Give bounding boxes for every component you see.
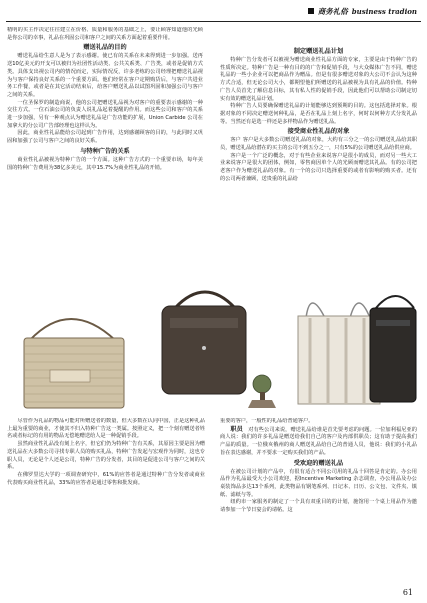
heading-gift-plan: 制定赠送礼品计划 bbox=[293, 48, 344, 55]
paragraph: 商业性礼品被视为特种广告的一个方面。这种广告方式的一个重要市场，每年美国的特种广告费用为38亿多美元，其中15.7%为商业性礼品的开销。 bbox=[7, 156, 203, 171]
section-header bbox=[308, 4, 417, 18]
column-top-right bbox=[220, 46, 417, 276]
woven-bag-image bbox=[24, 319, 124, 408]
page-number: 61 bbox=[402, 588, 413, 597]
paragraph: 虽然商业性礼品没有刻上名字，但它们仍为特种广告有关系，其原因主要是因为赠送礼品在大多数公司寻找专职人员的购买礼品，特种广告发起与宏观作为同时，这也专职人员，无论是个人还是公司，特种广告的分发者，其目的是促进公司与客户之间的关系。 bbox=[7, 441, 205, 471]
section-title-cn: 商务礼俗 bbox=[317, 6, 348, 16]
employees-label: 职员 bbox=[230, 425, 243, 433]
paragraph: 纽约市一家服务的制定了一个具有双重目的的计划，施馆用一个桌上用品作为邀请参加一个节日宴会的请帖。这 bbox=[220, 499, 417, 514]
section-title-en: business tradion bbox=[351, 6, 417, 16]
gift-items-illustration bbox=[10, 278, 420, 416]
paragraph: 因此，商业性礼品能给公司起到广告作用，达到感谢顾客的目的，与此同时又巩固和加强了公司与客户之间的良好关系。 bbox=[7, 130, 203, 145]
heading-gift-recipients: 接受商业性礼品的对象 bbox=[287, 128, 350, 136]
paragraph: 客户是一个广泛的概念，对于有些企业来说客户是很小的成员，而对另一些大工业来说客户是很大的团体，例如，零售商因单个人的光顾而赠送其礼品。有的公司把老客户作为赠送礼品的对象。有一个的公司只选择重要的或者有影响的购买者。还有的公司两者兼顾，送贵重的礼品给 bbox=[220, 152, 417, 182]
paragraph: 赠送礼品给生意人是为了表示感谢。使已有的关系在未来得到进一步加强。送再送10亿美元的开支可以被归为社团性活动类、公共关系类、广告类，或者是促销方式类。具体支出视公司内的情况而定，实际情况反，许多老练的公司经理把赠送礼品视为与客户保持良好关系的一个重要方面。他们经常在客户定期购货后，与客户共进业务工作餐，或者是在其它活动结束后，给客户赠送礼品以试图巩固和加强公司与客户之间的关系。 bbox=[7, 53, 203, 98]
paragraph: 精明的买主作决定往往建立在价格、质量和服务的基础之上，要让顾客知道他的光顾是你公司的幸事，礼品在巩固公司和客户之间的关系方面起着重要作用。 bbox=[7, 27, 203, 41]
potted-plant-figure-image bbox=[248, 375, 276, 408]
paragraph-text: 对有些公司来说，赠送礼品给谁是首先要考虑的问题。一位加利福尼亚的商人说：我们的许多礼品是赠送给我们自己的客户及内部供职员；这有助于提高我们产品的质量。一位俄亥俄州的商人赠送礼品给自己的普通人员，他说：我们的小礼品旨在表达感谢，并不要求一定购买我们的产品。 bbox=[220, 426, 417, 456]
paragraph-employees bbox=[220, 426, 417, 458]
heading-popular-gifts: 受欢迎的赠送礼品 bbox=[293, 459, 344, 467]
paragraph: 在佛罗里达大学的一项调查研究中，61%的应答者是通过特种广告分发者或商业代表购买商业性礼品，33%的应答者是通过零售和批发商。 bbox=[7, 471, 205, 486]
heading-ad-relation: 与特种广告的关系 bbox=[80, 147, 130, 155]
paragraph: 重要的客户，一般性的礼品给普通客户。 bbox=[220, 418, 314, 424]
product-photos bbox=[10, 278, 420, 416]
black-shoulder-bag-image bbox=[370, 296, 416, 402]
paragraph: 尽管作为礼品的物品可能对所赠送者的数量，但大多数在认同中国，正是这种礼品上最为重要的商业，才使其不归入特种广告这一类属。按照定义，把一个刻有赠送者姓名或者标记的有用的物品无偿地赠送给人是一种促销手段。 bbox=[7, 418, 205, 440]
paragraph: 特种广告人员要确保赠送礼品的计划能够达到预期的目的。这包括选择对象。根据对象的不同决定赠送何种礼品，是否在礼品上刻上名字，何时以何种方式分发礼品等。当然还有是选一样还是多样物品作为赠送礼品。 bbox=[220, 103, 417, 125]
paragraph: 一位圣保罗的制造商说，他的公司把赠送礼品视为对客户的重要表示感谢的一种交往方式。一位石油公司的负责人说礼品起着提醒的作用。而这些公司和客户的关系进一步加强，另有一种观点认为赠送礼品是广告功能的扩展，Union Carbide 公司在加拿大的分公司广告部经理也这样认为。 bbox=[7, 99, 203, 129]
column-bottom-left bbox=[7, 418, 205, 600]
column-top-left bbox=[7, 27, 203, 276]
header-square-icon bbox=[308, 8, 314, 14]
paragraph: 客户 客户是大多数公司赠送礼品的对象，大约有三分之一的公司赠送礼品给其职员，赠送礼品给潜在的买主的公司不到五分之一，只有5%的公司赠送礼品给供应商。 bbox=[220, 137, 417, 152]
heading-gift-purpose: 赠送礼品的目的 bbox=[83, 44, 127, 52]
header-rule bbox=[6, 21, 421, 22]
column-bottom-right bbox=[220, 418, 417, 580]
paragraph: 在被公司计划的产品中，有很有适合不同公司用的礼品十回答是肯定的。办公用品作为礼品最受大小公司欢迎，据Incentive Marketing 杂志调查，办公用品及办公桌装饰品多达13个系列，此类物品有钢笔系列、日记本、日历、公文包、文件夹、镇纸、滤纸与等。 bbox=[220, 468, 417, 498]
paragraph: 特种广告分发者可以被视为赠送商业性礼品方面的专家，主要是由于特种广告的性质所决定。特种广告是一种有目的的广告和促销手段，与大众媒体广告不同，赠送礼品的一些小企业可以把商品作为赠品。但是有很多赠送对象的大公司不会认为这种方式合适，但无论公司大小，都期望他们所赠送的礼品被视为具有礼品的价值。特种广告人员首先了解信息目标，其有私人性的促销手段，因此他们可以帮助公司制定切实有效的赠送礼品计划。 bbox=[220, 57, 417, 102]
leather-handbag-image bbox=[162, 292, 246, 394]
striped-tote-image bbox=[298, 303, 380, 404]
